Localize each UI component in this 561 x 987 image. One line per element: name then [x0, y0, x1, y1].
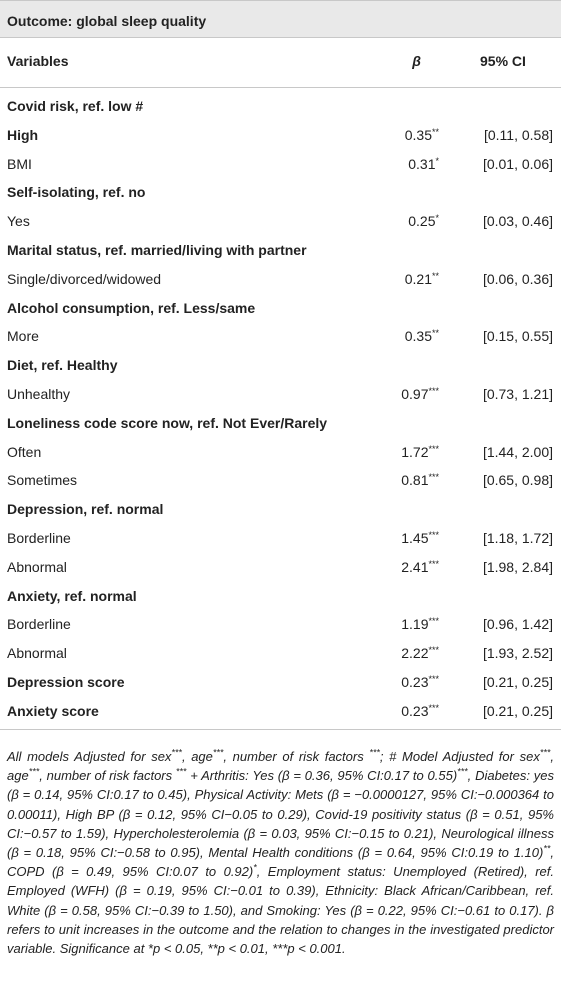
- table-row: [0, 410, 561, 439]
- beta-value: 0.35: [404, 328, 432, 345]
- beta-value: 0.21: [404, 270, 432, 287]
- row-label: Borderline: [7, 616, 71, 633]
- significance-marker: ***: [428, 443, 439, 454]
- beta-value: 0.97: [401, 385, 429, 402]
- row-ci: [0.15, 0.55]: [482, 328, 553, 345]
- row-label: More: [7, 328, 39, 345]
- table-body: [0, 93, 561, 727]
- ci-header: 95% CI: [480, 53, 526, 69]
- row-ci: [0.11, 0.58]: [483, 126, 553, 143]
- table-row: [0, 640, 561, 669]
- significance-marker: ***: [428, 472, 439, 483]
- row-ci: [0.01, 0.06]: [482, 155, 553, 172]
- table-row: [0, 525, 561, 554]
- table-row: [0, 323, 561, 352]
- table-row: [0, 237, 561, 266]
- row-label: Abnormal: [7, 645, 67, 662]
- outcome-title: Outcome: global sleep quality: [7, 13, 207, 29]
- beta-value: 0.35: [404, 126, 432, 143]
- row-label: Yes: [7, 213, 30, 230]
- table-row: [0, 496, 561, 525]
- table-row: [0, 669, 561, 698]
- row-ci: [1.98, 2.84]: [482, 558, 553, 575]
- row-ci: [0.21, 0.25]: [482, 702, 553, 719]
- beta-value: 0.23: [401, 673, 429, 690]
- row-label: Anxiety score: [7, 702, 99, 719]
- row-ci: [1.93, 2.52]: [482, 645, 553, 662]
- row-ci: [0.65, 0.98]: [482, 472, 553, 489]
- row-label: Often: [7, 443, 42, 460]
- significance-marker: ***: [428, 673, 439, 684]
- table-row: [0, 122, 561, 151]
- row-label: Single/divorced/widowed: [7, 270, 162, 287]
- row-label: Self-isolating, ref. no: [7, 184, 146, 201]
- table-row: [0, 439, 561, 468]
- row-label: Unhealthy: [7, 385, 71, 402]
- table-row: [0, 93, 561, 122]
- table-footnote: All models Adjusted for sex***, age***, number of risk factors ***; # Model Adjusted for sex***, age***, number of risk factors *** + Arthritis: Yes (β = 0.36, 95% CI:0.17 to 0.55)***, Diabetes: yes (β = 0.14, 95% CI:0.17 to 0.45), Physical Activity: Mets (β = −0.0000127, 95% CI:−0.000364 to 0.00011), High BP (β = 0.12, 95% CI−0.05 to 0.29), Covid-19 positivity status (β = 0.51, 95% CI:−0.57 to 1.59), Hypercholesterolemia (β = 0.03, 95% CI:−0.15 to 0.21), Neurological illness (β = 0.18, 95% CI:−0.58 to 0.95), Mental Health conditions (β = 0.64, 95% CI:0.19 to 1.10)**, COPD (β = 0.49, 95% CI:0.07 to 0.92)*, Employment status: Unemployed (Retired), ref. Employed (WFH) (β = 0.19, 95% CI:−0.01 to 0.39), Ethnicity: Black African/Caribbean, ref. White (β = 0.58, 95% CI:−0.39 to 1.50), and Smoking: Yes (β = 0.22, 95% CI:−0.61 to 0.17). β refers to unit increases in the outcome and the relation to changes in the investigated predictor variable. Significance at *p < 0.05, **p < 0.01, ***p < 0.001.: [7, 747, 554, 957]
- row-ci: [1.44, 2.00]: [482, 443, 553, 460]
- row-label: High: [7, 126, 39, 143]
- row-label: Abnormal: [7, 558, 67, 575]
- top-rule: [0, 0, 561, 1]
- row-label: Marital status, ref. married/living with partner: [7, 241, 307, 258]
- row-label: BMI: [7, 155, 32, 172]
- significance-marker: **: [431, 270, 439, 281]
- row-label: Diet, ref. Healthy: [7, 357, 118, 374]
- beta-value: 2.41: [401, 558, 429, 575]
- table-row: [0, 698, 561, 727]
- significance-marker: ***: [428, 385, 439, 396]
- table-row: [0, 352, 561, 381]
- variables-header: Variables: [7, 53, 69, 69]
- table-row: [0, 208, 561, 237]
- row-label: Anxiety, ref. normal: [7, 587, 137, 604]
- table-row: [0, 467, 561, 496]
- row-label: Loneliness code score now, ref. Not Ever/Rarely: [7, 414, 328, 431]
- significance-marker: ***: [428, 645, 439, 656]
- row-label: Alcohol consumption, ref. Less/same: [7, 299, 256, 316]
- bottom-rule: [0, 729, 561, 730]
- significance-marker: ***: [428, 529, 439, 540]
- row-ci: [0.73, 1.21]: [482, 385, 553, 402]
- row-label: Depression score: [7, 673, 125, 690]
- beta-value: 0.25: [408, 213, 436, 230]
- beta-value: 1.45: [401, 529, 429, 546]
- beta-value: 0.31: [408, 155, 436, 172]
- table-row: [0, 381, 561, 410]
- table-row: [0, 151, 561, 180]
- row-label: Covid risk, ref. low #: [7, 98, 144, 114]
- beta-value: 1.19: [401, 616, 429, 633]
- table-row: [0, 266, 561, 295]
- table-row: [0, 554, 561, 583]
- significance-marker: ***: [428, 558, 439, 569]
- significance-marker: **: [431, 328, 439, 339]
- significance-marker: ***: [428, 702, 439, 713]
- beta-header: β: [412, 53, 421, 69]
- significance-marker: ***: [428, 616, 439, 627]
- table-row: [0, 179, 561, 208]
- table-row: [0, 611, 561, 640]
- beta-value: 1.72: [401, 443, 429, 460]
- row-label: Sometimes: [7, 472, 78, 489]
- row-ci: [0.21, 0.25]: [482, 673, 553, 690]
- title-rule: [0, 37, 561, 38]
- row-ci: [0.06, 0.36]: [482, 270, 553, 287]
- row-label: Borderline: [7, 529, 71, 546]
- row-ci: [0.03, 0.46]: [482, 213, 553, 230]
- row-ci: [0.96, 1.42]: [482, 616, 553, 633]
- significance-marker: *: [435, 155, 439, 166]
- significance-marker: *: [435, 213, 439, 224]
- header-rule: [0, 87, 561, 88]
- beta-value: 2.22: [401, 645, 429, 662]
- beta-value: 0.23: [401, 702, 429, 719]
- significance-marker: **: [431, 126, 439, 137]
- table-row: [0, 295, 561, 324]
- table-row: [0, 583, 561, 612]
- row-label: Depression, ref. normal: [7, 501, 164, 518]
- row-ci: [1.18, 1.72]: [482, 529, 553, 546]
- beta-value: 0.81: [401, 472, 429, 489]
